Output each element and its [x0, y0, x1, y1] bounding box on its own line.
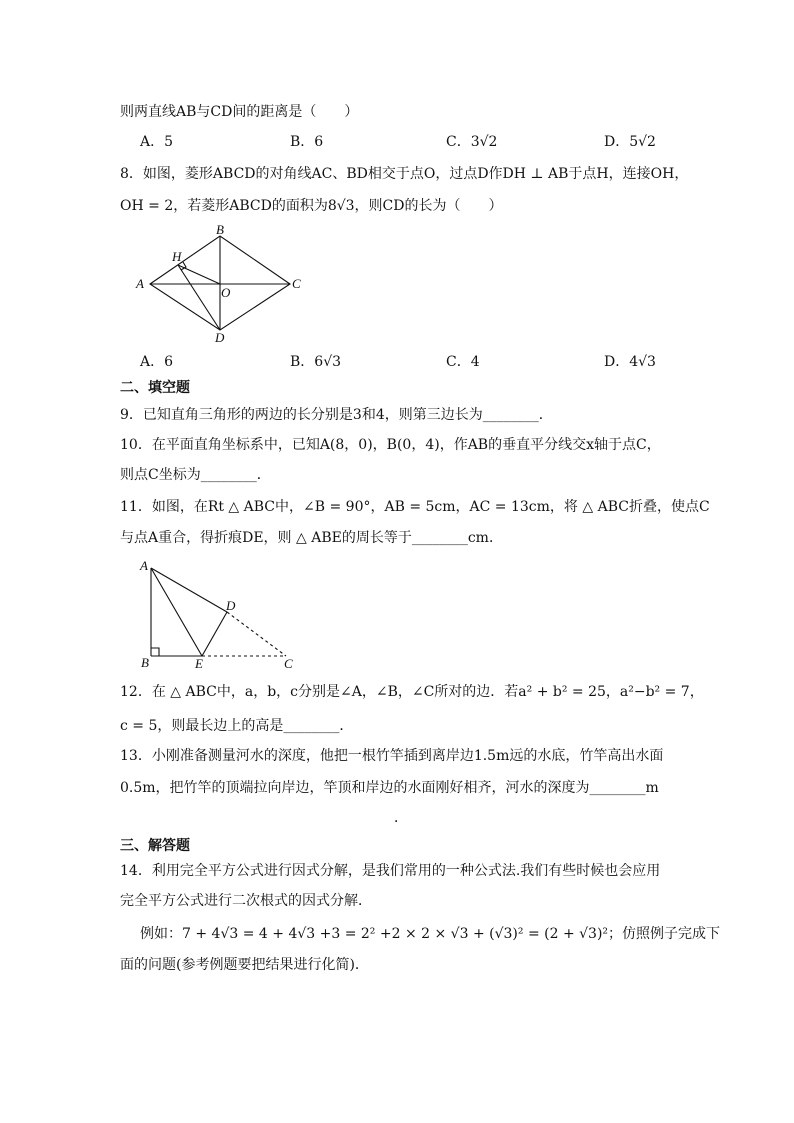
q14-example-line2: 面的问题(参考例题要把结果进行化简)． — [120, 957, 369, 973]
q8-option-c: C．4 — [446, 354, 480, 370]
q8-option-b: B．6√3 — [290, 354, 342, 370]
q13-line3: ． — [394, 810, 408, 826]
q11-label-c: C — [284, 656, 293, 671]
q14-line2: 完全平方公式进行二次根式的因式分解． — [120, 893, 372, 909]
q13-line1: 13．小刚准备测量河水的深度，他把一根竹竿插到离岸边1.5m远的水底，竹竿高出水面 — [120, 748, 664, 764]
section-answer-heading: 三、解答题 — [120, 838, 190, 854]
q7-option-c: C．3√2 — [446, 134, 498, 150]
q8-line1: 8．如图，菱形ABCD的对角线AC、BD相交于点O，过点D作DH ⊥ AB于点H，连接OH， — [120, 166, 689, 182]
q8-line2: OH = 2，若菱形ABCD的面积为8√3，则CD的长为（ ） — [120, 198, 503, 214]
q7-option-b: B．6 — [290, 134, 324, 150]
q8-label-b: B — [216, 222, 224, 237]
q11-label-e: E — [195, 656, 203, 671]
q12-line2: c = 5，则最长边上的高是________． — [120, 718, 354, 734]
q11-triangle-figure — [134, 556, 304, 672]
q11-label-a: A — [140, 558, 148, 573]
q8-label-c: C — [292, 276, 301, 291]
q14-line1: 14．利用完全平方公式进行因式分解，是我们常用的一种公式法.我们有些时候也会应用 — [120, 863, 661, 879]
q8-option-d: D．4√3 — [604, 354, 656, 370]
q11-line2: 与点A重合，得折痕DE，则 △ ABE的周长等于________cm． — [120, 530, 503, 546]
q8-label-a: A — [136, 276, 144, 291]
q14-example-line1: 例如：7 + 4√3 = 4 + 4√3 +3 = 2² +2 × 2 × √3 + (√3)² = (2 + √3)²；仿照例子完成下 — [140, 926, 721, 942]
q7-option-d: D．5√2 — [604, 134, 656, 150]
q10-line1: 10．在平面直角坐标系中，已知A(8，0)，B(0，4)，作AB的垂直平分线交x轴于点C， — [120, 437, 661, 453]
q7-options — [140, 132, 680, 152]
q8-rhombus-figure — [130, 222, 320, 346]
section-fill-in-heading: 二、填空题 — [120, 380, 190, 396]
q12-line1: 12．在 △ ABC中，a，b，c分别是∠A，∠B，∠C所对的边．若a² + b² = 25，a²−b² = 7， — [120, 684, 704, 700]
q11-label-d: D — [226, 598, 236, 613]
q9-text: 9．已知直角三角形的两边的长分别是3和4，则第三边长为________． — [120, 407, 553, 423]
q11-line1: 11．如图，在Rt △ ABC中，∠B = 90°，AB = 5cm，AC = 13cm，将 △ ABC折叠，使点C — [120, 499, 710, 515]
q7-option-a: A．5 — [140, 134, 174, 150]
q11-label-b: B — [141, 655, 149, 670]
q8-label-h: H — [172, 249, 182, 264]
q8-label-d: D — [215, 330, 225, 345]
q8-option-a: A．6 — [140, 354, 174, 370]
q10-line2: 则点C坐标为________． — [120, 467, 271, 483]
q7-tail: 则两直线AB与CD间的距离是（ ） — [120, 104, 359, 120]
q8-options — [140, 352, 680, 372]
q13-line2: 0.5m，把竹竿的顶端拉向岸边，竿顶和岸边的水面刚好相齐，河水的深度为________m — [120, 780, 659, 796]
q8-label-o: O — [221, 285, 231, 300]
